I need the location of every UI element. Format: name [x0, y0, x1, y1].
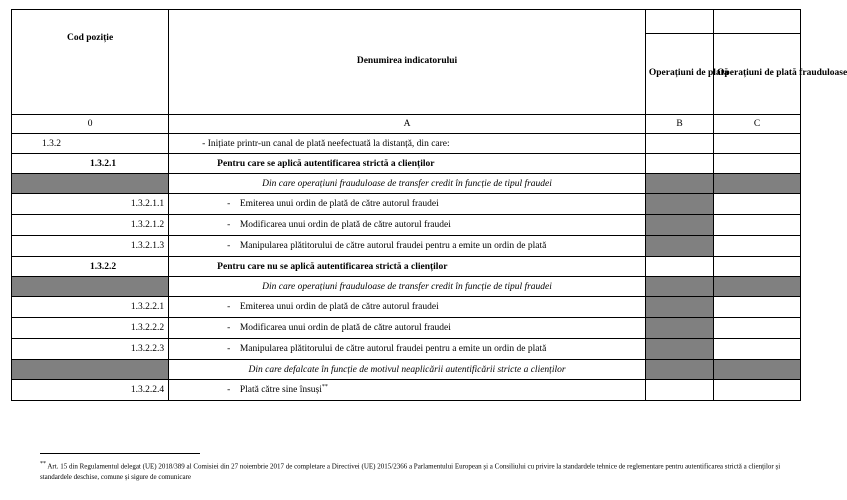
cell-b-shaded — [645, 339, 713, 360]
row-code-shaded — [12, 174, 169, 194]
header-ops: Operațiuni de plată — [645, 34, 713, 115]
row-text — [169, 236, 646, 257]
header-empty-b — [645, 10, 713, 34]
header-empty-c — [714, 10, 801, 34]
header-code: Cod poziție — [12, 10, 169, 115]
row-code-shaded — [12, 360, 169, 380]
row-text: Din care operațiuni frauduloase de transfer credit în funcție de tipul fraudei — [169, 277, 646, 297]
dash-mark: - — [227, 302, 231, 312]
footnote — [40, 459, 800, 483]
table-row — [12, 360, 801, 380]
cell-b-shaded — [645, 297, 713, 318]
row-code: 1.3.2.1 — [12, 154, 169, 174]
row-text — [169, 215, 646, 236]
row-text: Pentru care se aplică autentificarea strictă a clienților — [169, 154, 646, 174]
cell-b-shaded — [645, 236, 713, 257]
dash-mark: - — [227, 199, 231, 209]
row-label: Emiterea unui ordin de plată de către autorul fraudei — [239, 199, 439, 209]
letters-row — [12, 115, 801, 134]
cell-c — [714, 134, 801, 154]
row-text: Pentru care nu se aplică autentificarea strictă a clienților — [169, 257, 646, 277]
footnote-separator — [40, 453, 200, 454]
row-label: Modificarea unui ordin de plată de către autorul fraudei — [239, 220, 451, 230]
cell-c — [714, 297, 801, 318]
row-label: Modificarea unui ordin de plată de către autorul fraudei — [239, 323, 451, 333]
table-row — [12, 236, 801, 257]
dash-mark: - — [227, 344, 231, 354]
cell-c-shaded — [714, 174, 801, 194]
cell-c — [714, 154, 801, 174]
footnote-mark: ** — [40, 461, 46, 467]
row-text — [169, 380, 646, 401]
row-text: - Inițiate printr-un canal de plată neefectuată la distanță, din care: — [169, 134, 646, 154]
cell-b — [645, 154, 713, 174]
row-text — [169, 297, 646, 318]
table-row — [12, 134, 801, 154]
dash-mark: - — [227, 241, 231, 251]
cell-b-shaded — [645, 194, 713, 215]
row-code: 1.3.2.1.2 — [12, 215, 169, 236]
cell-b — [645, 257, 713, 277]
header-fraud: Operațiuni de plată frauduloase — [714, 34, 801, 115]
cell-b-shaded — [645, 215, 713, 236]
cell-c — [714, 236, 801, 257]
table-row — [12, 297, 801, 318]
table-row — [12, 174, 801, 194]
cell-c — [714, 194, 801, 215]
table-row — [12, 339, 801, 360]
cell-b-shaded — [645, 360, 713, 380]
header-row — [12, 10, 801, 34]
cell-b-shaded — [645, 318, 713, 339]
table-row — [12, 154, 801, 174]
table-row — [12, 380, 801, 401]
row-text: Din care defalcate în funcție de motivul neaplicării autentificării stricte a clienților — [169, 360, 646, 380]
letter-b: B — [645, 115, 713, 134]
row-code: 1.3.2.1.3 — [12, 236, 169, 257]
cell-b — [645, 380, 713, 401]
row-code-shaded — [12, 277, 169, 297]
row-label: Plată către sine însuși — [239, 385, 322, 396]
cell-c-shaded — [714, 360, 801, 380]
letter-0: 0 — [12, 115, 169, 134]
row-text — [169, 318, 646, 339]
row-code: 1.3.2.2.2 — [12, 318, 169, 339]
table-row — [12, 318, 801, 339]
table-row — [12, 277, 801, 297]
row-text: Din care operațiuni frauduloase de transfer credit în funcție de tipul fraudei — [169, 174, 646, 194]
row-label: Manipularea plătitorului de către autorul fraudei pentru a emite un ordin de plată — [239, 344, 547, 354]
cell-c — [714, 215, 801, 236]
table-row — [12, 194, 801, 215]
row-text — [169, 339, 646, 360]
cell-c — [714, 380, 801, 401]
cell-b-shaded — [645, 174, 713, 194]
row-code: 1.3.2.2.4 — [12, 380, 169, 401]
letter-a: A — [169, 115, 646, 134]
cell-c-shaded — [714, 277, 801, 297]
footnote-ref: ** — [321, 384, 328, 391]
footnote-text: Art. 15 din Regulamentul delegat (UE) 2018/389 al Comisiei din 27 noiembrie 2017 de completare a Directivei (UE) 2015/2366 a Parlamentului European și a Consiliului cu privire la standardele tehnice de reglementare pentru autentificarea strictă a clienților și standardele deschise, comune și sigure de comunicare — [40, 462, 781, 482]
table-row — [12, 257, 801, 277]
row-code: 1.3.2 — [12, 134, 169, 154]
cell-c — [714, 257, 801, 277]
dash-mark: - — [227, 220, 231, 230]
table-row — [12, 215, 801, 236]
row-code: 1.3.2.2.1 — [12, 297, 169, 318]
indicator-table — [11, 9, 847, 401]
cell-c — [714, 318, 801, 339]
dash-mark: - — [227, 385, 231, 396]
row-label: Manipularea plătitorului de către autorul fraudei pentru a emite un ordin de plată — [239, 241, 547, 251]
row-text — [169, 194, 646, 215]
row-code: 1.3.2.2 — [12, 257, 169, 277]
row-code: 1.3.2.2.3 — [12, 339, 169, 360]
cell-b — [645, 134, 713, 154]
row-label: Emiterea unui ordin de plată de către autorul fraudei — [239, 302, 439, 312]
cell-c — [714, 339, 801, 360]
header-name: Denumirea indicatorului — [169, 10, 646, 115]
letter-c: C — [714, 115, 801, 134]
row-code: 1.3.2.1.1 — [12, 194, 169, 215]
dash-mark: - — [227, 323, 231, 333]
cell-b-shaded — [645, 277, 713, 297]
